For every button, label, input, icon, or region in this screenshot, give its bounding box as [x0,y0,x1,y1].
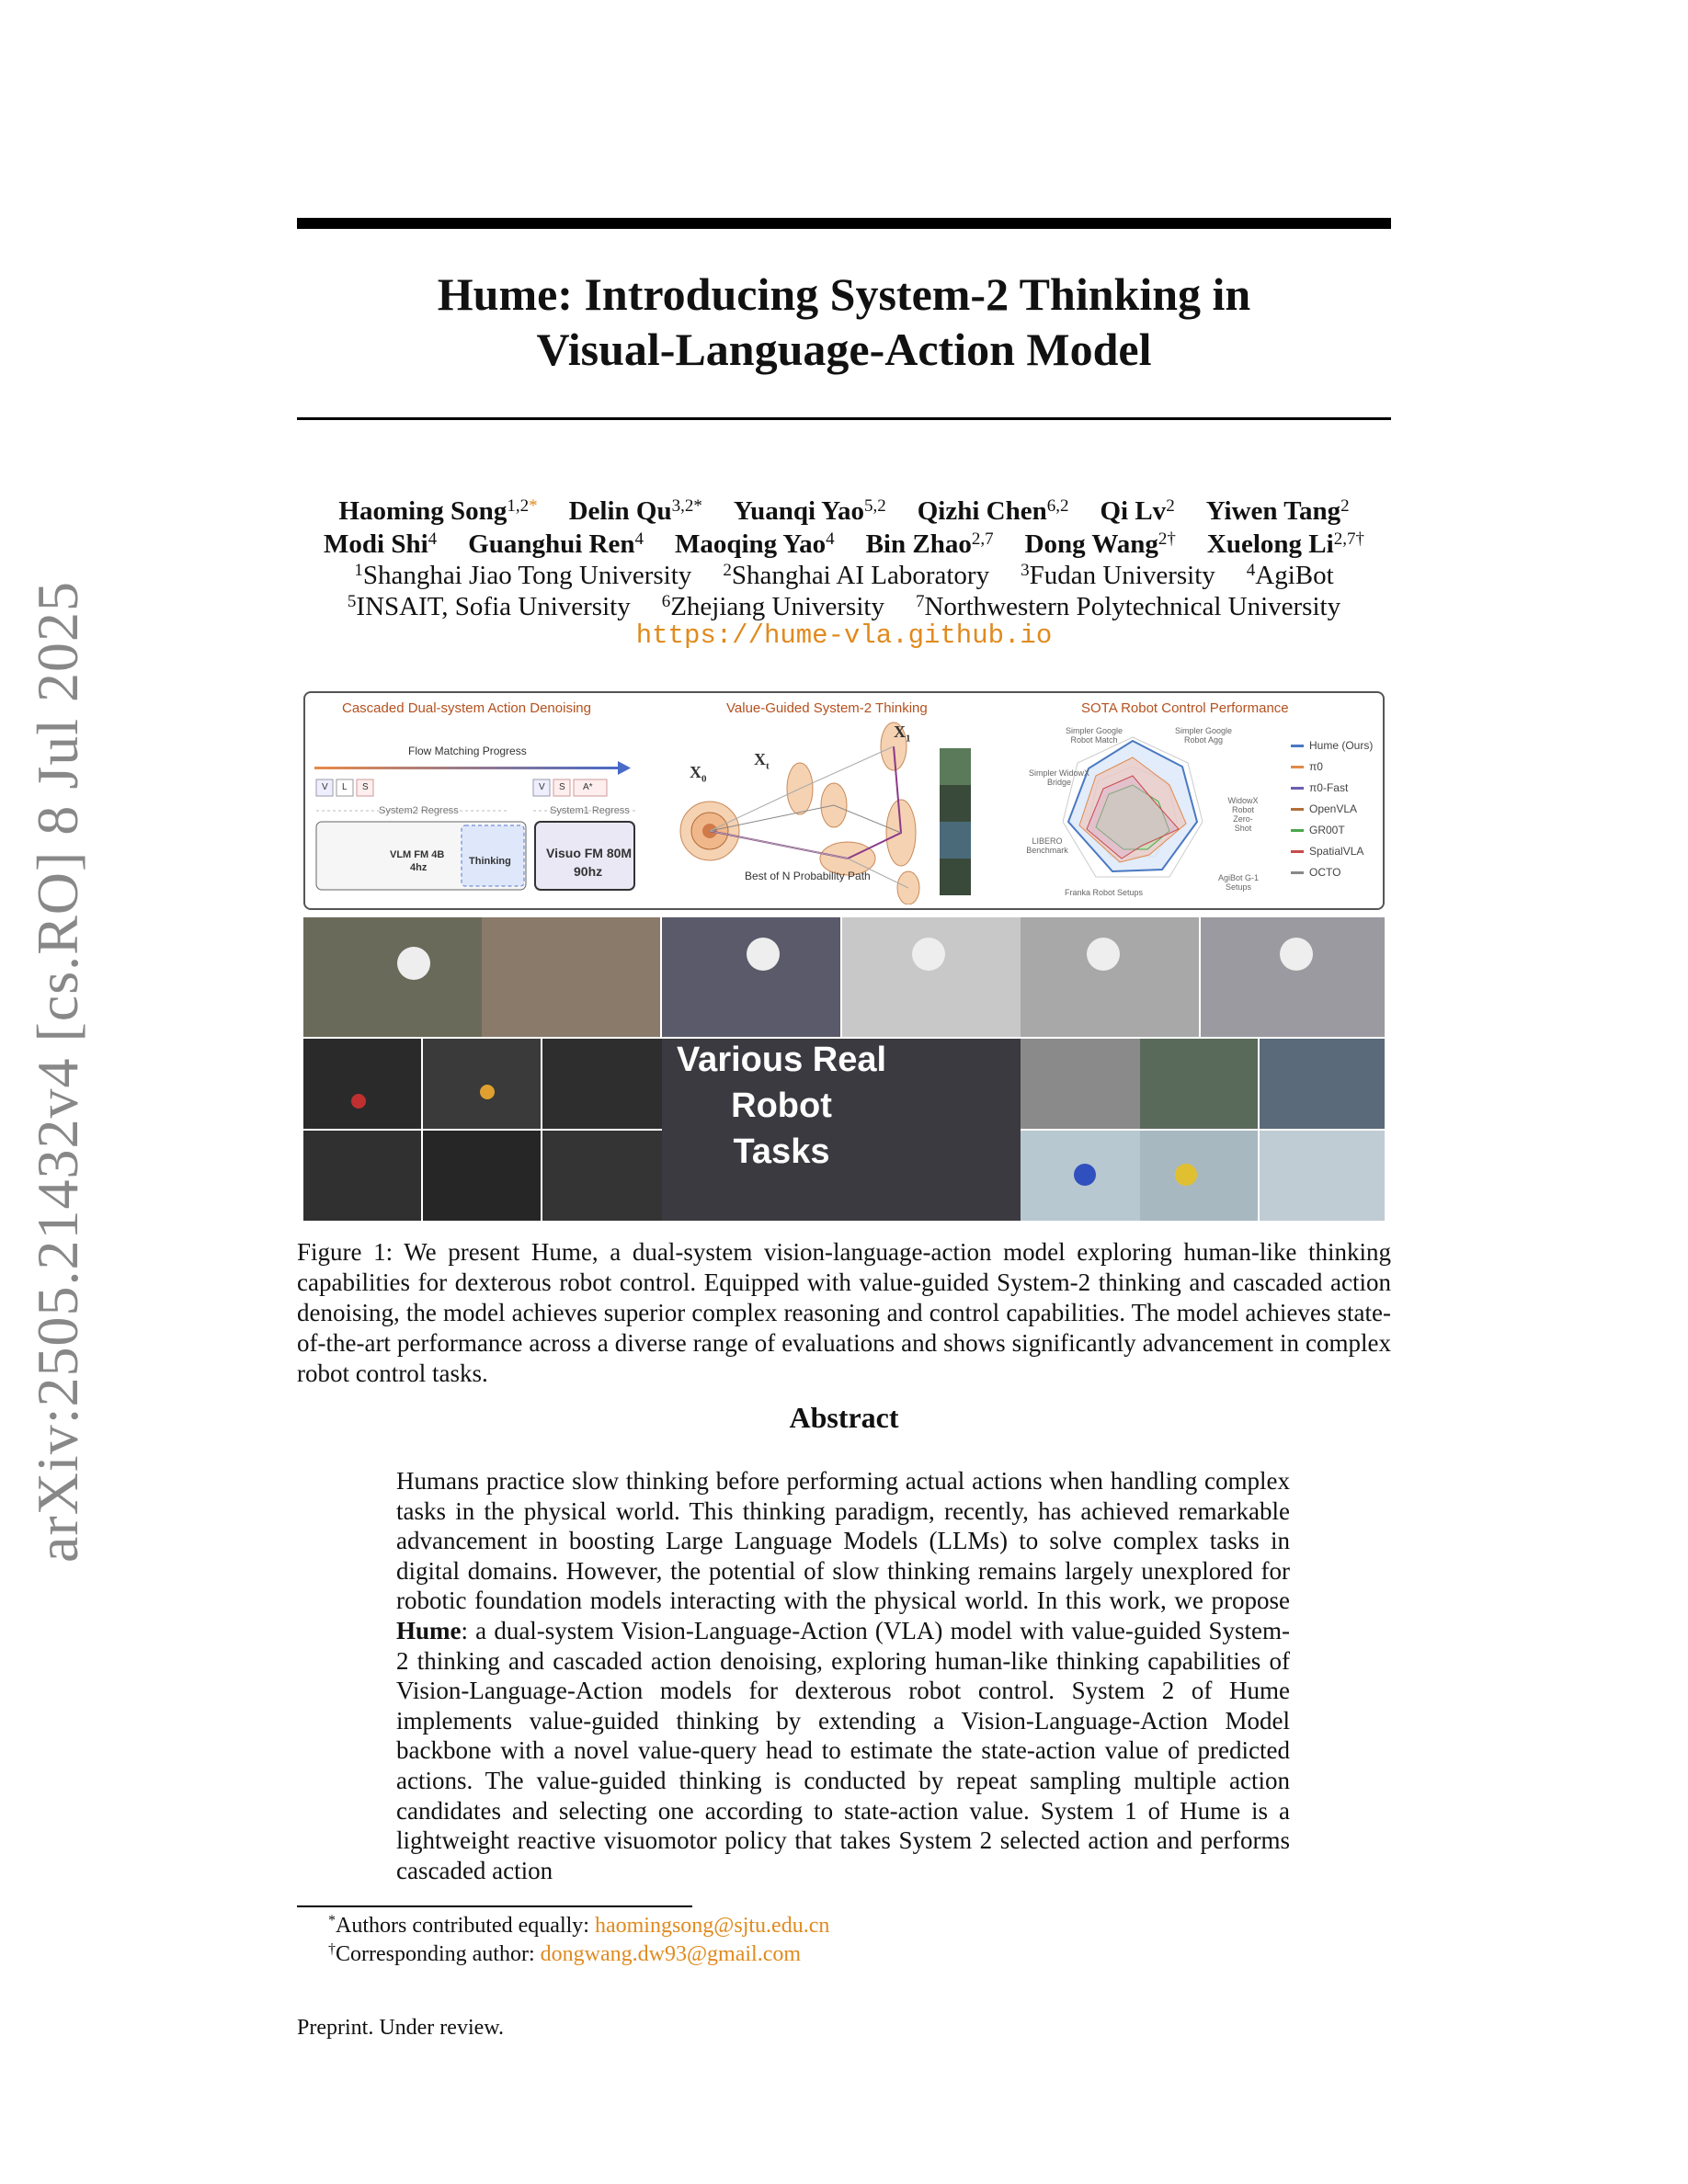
author-r1-0: Haoming Song$^{1,2*}$ [338,496,538,526]
figure-caption: Figure 1: We present Hume, a dual-system vision-language-action model exploring human-like thinking capabilities for dexterous robot control. Equipped with value-guided System-2 thinking and cascaded action denoising, the model achieves superior complex reasoning and control capabilities. The model achieves state-of-the-art performance across a diverse range of evaluations and shows significantly advancement in complex robot control tasks. [297,1238,1391,1387]
affiliation-r2-2: $^7$Northwestern Polytechnical University [915,592,1341,621]
legend-item: Hume (Ours) [1291,739,1373,752]
legend-swatch [1291,787,1304,790]
system1-regress-label: System1 Regress [550,805,630,816]
paper-title [297,267,1391,377]
token-s: S [362,782,369,792]
affiliation-r1-0: $^1$Shanghai Jiao Tong University [354,561,692,590]
affiliations-row-2 [297,586,1391,623]
radar-axis-5: Franka Robot Setups [1065,888,1144,897]
panel1-title: Cascaded Dual-system Action Denoising [342,700,591,716]
robot-photo-mosaic [303,917,1385,1221]
preprint-note: Preprint. Under review. [297,2016,505,2040]
radar-axis-1: Simpler Google Robot Match [1065,726,1123,745]
radar-axis-4: AgiBot G-1 Setups [1217,873,1260,892]
title-line-2: Visual-Language-Action Model [536,324,1152,375]
footnote-corresponding: †Corresponding author: dongwang.dw93@gmail.com [328,1941,802,1966]
legend-swatch [1291,850,1304,853]
legend-item: OCTO [1291,866,1340,879]
legend-item: SpatialVLA [1291,845,1363,858]
title-bottom-rule [297,417,1391,420]
radar-axis-6: LIBERO Benchmark [1026,836,1068,855]
best-of-n-label: Best of N Probability Path [745,870,871,882]
thinking-label: Thinking [469,856,511,867]
author-r2-1: Guanghui Ren$^4$ [468,529,644,559]
email-link-1[interactable]: haomingsong@sjtu.edu.cn [594,1914,830,1938]
legend-item: π0-Fast [1291,781,1348,794]
token-l: L [342,782,348,792]
footnote-equal-contribution: *Authors contributed equally: haomingsong@sjtu.edu.cn [328,1913,830,1938]
legend-item: π0 [1291,760,1323,773]
author-r1-3: Qizhi Chen$^{6,2}$ [917,496,1069,526]
arxiv-identifier: arXiv:2505.21432v4 [cs.RO] 8 Jul 2025 [25,580,90,1563]
x1-label: $X_1$ [894,722,911,745]
email-link-2[interactable]: dongwang.dw93@gmail.com [540,1942,802,1966]
affiliation-r2-0: $^5$INSAIT, Sofia University [347,592,631,621]
author-r1-2: Yuanqi Yao$^{5,2}$ [733,496,886,526]
vlm-hz: 4hz [410,862,428,873]
author-r2-0: Modi Shi$^4$ [324,529,438,559]
author-r1-5: Yiwen Tang$^2$ [1205,496,1350,526]
visuo-label: Visuo FM 80M [546,846,633,860]
flow-matching-label: Flow Matching Progress [408,745,527,757]
legend-swatch [1291,829,1304,832]
author-r1-4: Qi Lv$^2$ [1100,496,1175,526]
token-v: V [322,782,328,792]
title-line-1: Hume: Introducing System-2 Thinking in [437,268,1251,320]
abstract-body: Humans practice slow thinking before performing actual actions when handling complex tasks in the physical world. This thinking paradigm, recently, has achieved remarkable advancement in boosting Large Language Models (LLMs) to solve complex tasks in digital domains. However, the potential of slow thinking remains largely unexplored for robotic foundation models interacting with the physical world. In this work, we propose Hume: a dual-system Vision-Language-Action (VLA) model with value-guided System-2 thinking and cascaded action denoising, exploring human-like thinking capabilities of Vision-Language-Action models for dexterous robot control. System 2 of Hume implements value-guided thinking by extending a Vision-Language-Action Model backbone with a novel value-query head to estimate the state-action value of predicted actions. The value-guided thinking is conducted by repeat sampling multiple action candidates and selecting one according to state-action value. System 1 of Hume is a lightweight reactive visuomotor policy that takes System 2 selected action and performs cascaded action [396,1467,1290,1884]
token-v-right: V [539,782,545,792]
radar-axis-3: WidowX Robot Zero-Shot [1227,796,1259,833]
figure-1 [303,691,1385,1221]
title-top-rule [297,218,1391,229]
affiliation-r1-2: $^3$Fudan University [1021,561,1215,590]
radar-chart [1032,721,1234,904]
author-r2-3: Bin Zhao$^{2,7}$ [865,529,994,559]
authors-row-1 [297,490,1391,528]
token-a-star: A* [583,782,593,792]
visuo-hz: 90hz [574,864,603,879]
affiliation-r2-1: $^6$Zhejiang University [661,592,884,621]
footnote-rule [297,1905,692,1907]
panel2-title: Value-Guided System-2 Thinking [726,700,928,716]
abstract-heading: Abstract [789,1401,899,1434]
legend-item: OpenVLA [1291,802,1357,815]
xt-label: $X_t$ [754,750,770,772]
legend-swatch [1291,745,1304,747]
legend-swatch [1291,871,1304,874]
author-r2-4: Dong Wang$^{2\dagger}$ [1024,529,1176,559]
author-r1-1: Delin $Qu^{3,2*}$ [568,496,702,526]
affiliation-r1-3: $^4$AgiBot [1246,561,1334,590]
legend-swatch [1291,766,1304,768]
affiliation-r1-1: $^2$Shanghai AI Laboratory [723,561,990,590]
cascaded-diagram [314,759,655,897]
author-r2-5: Xuelong $Li^{2,7\dagger}$ [1206,529,1364,559]
x0-label: $X_0$ [690,763,707,785]
project-url-link[interactable]: https://hume-vla.github.io [635,620,1053,651]
author-r2-2: Maoqing Yao$^4$ [675,529,835,559]
vlm-label: VLM FM 4B [390,849,445,860]
legend-item: GR00T [1291,824,1345,836]
token-s-right: S [559,782,565,792]
system2-regress-label: System2 Regress [379,805,459,816]
radar-axis-7: Simpler WidowX Bridge [1028,768,1089,787]
radar-axis-2: Simpler Google Robot Agg [1174,726,1233,745]
various-tasks-banner: Various Real Robot Tasks [676,1041,887,1171]
legend-swatch [1291,808,1304,811]
figure-top-panel [303,691,1385,910]
panel3-title: SOTA Robot Control Performance [1081,700,1289,716]
